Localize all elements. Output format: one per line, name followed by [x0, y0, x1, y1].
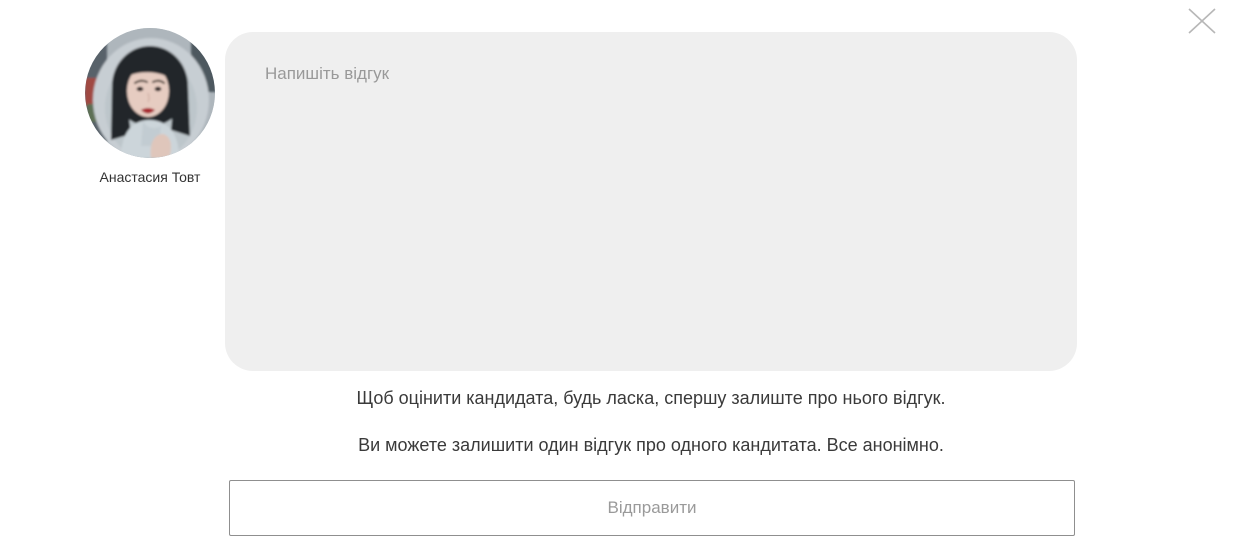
close-icon [1188, 8, 1216, 34]
note-rate-instruction: Щоб оцінити кандидата, будь ласка, спершу залиште про нього відгук. [356, 388, 946, 408]
candidate-name: Анастасия Товт [99, 169, 201, 185]
close-button[interactable] [1184, 4, 1220, 38]
review-textarea[interactable] [225, 32, 1077, 371]
note-anonymous-info: Ви можете залишити один відгук про одного кандитата. Все анонімно. [358, 435, 944, 455]
avatar-photo [85, 28, 215, 158]
candidate-avatar [85, 28, 215, 158]
submit-button[interactable]: Відправити [229, 480, 1075, 536]
